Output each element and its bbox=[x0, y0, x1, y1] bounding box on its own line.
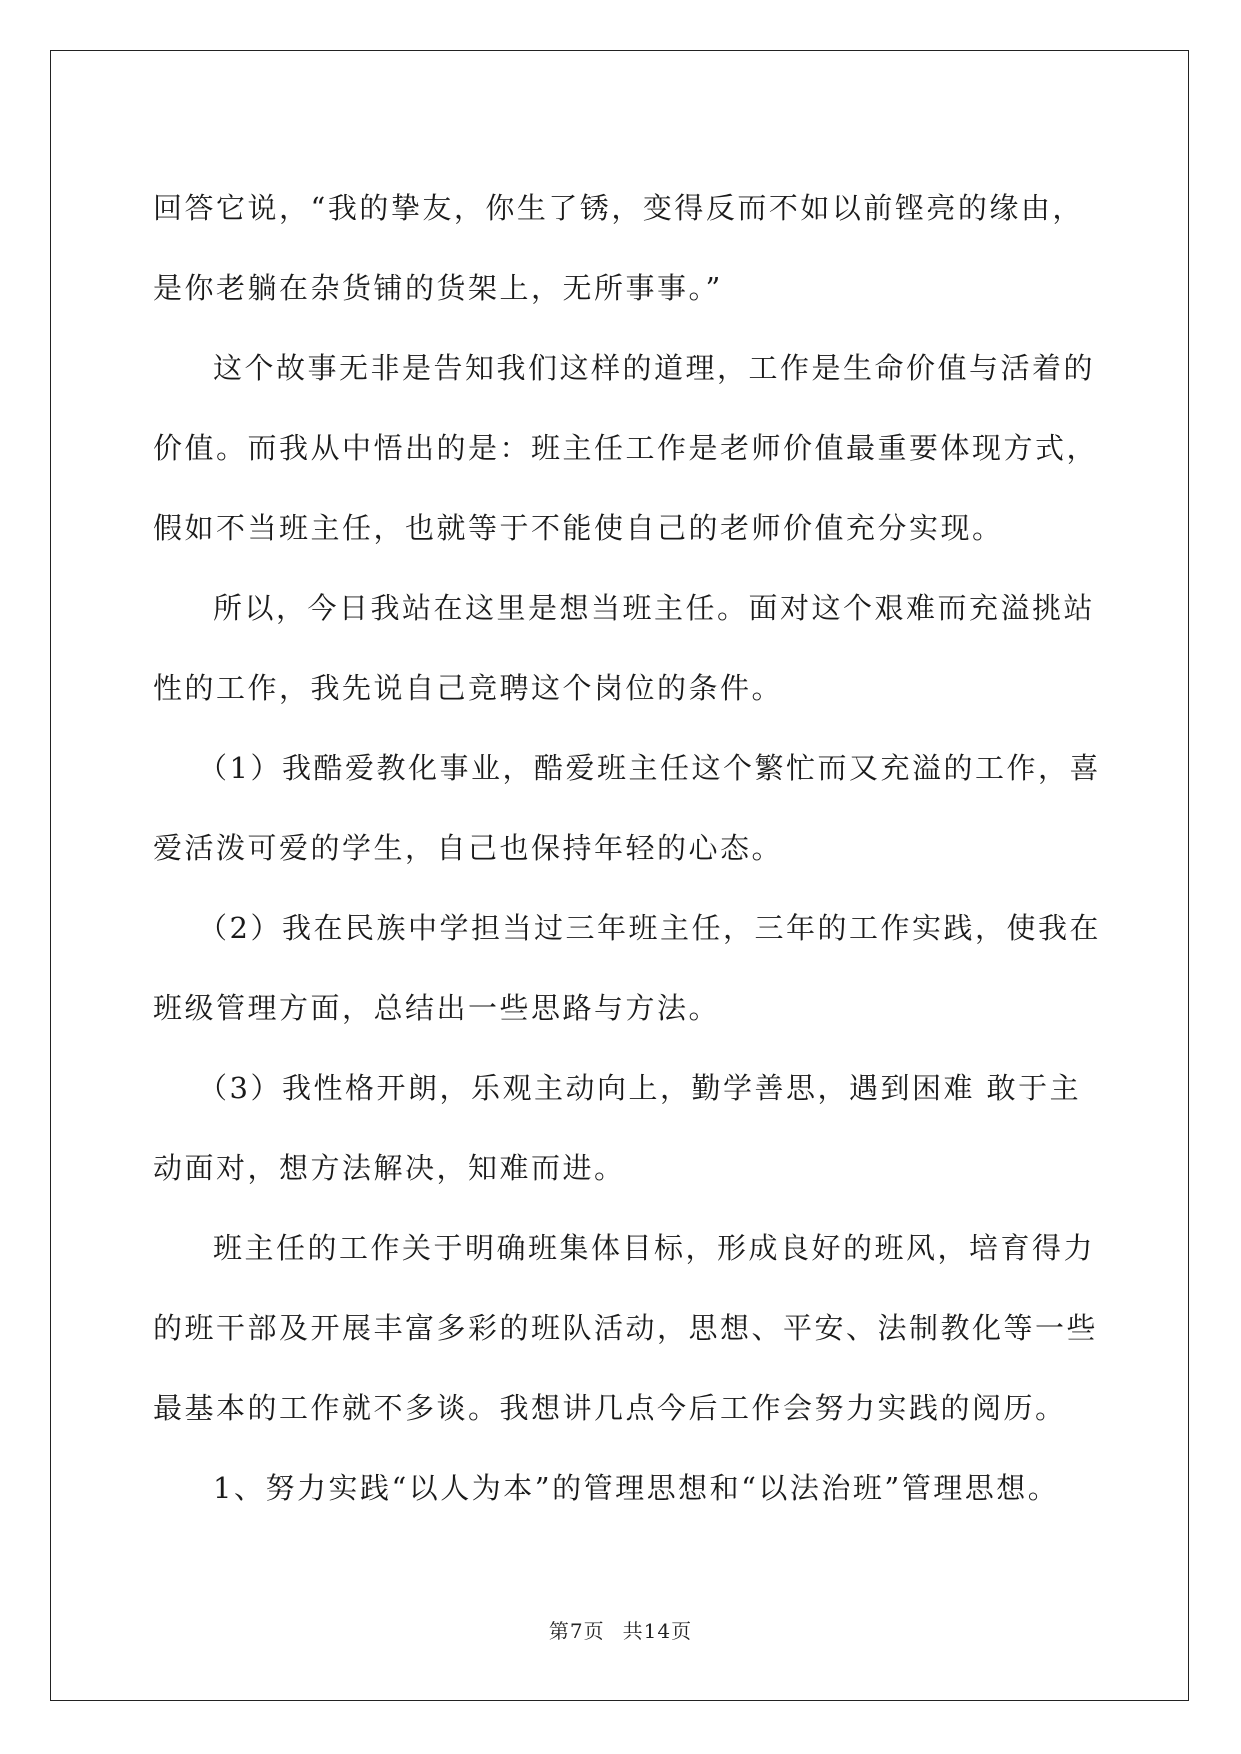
page-number: 第7页 bbox=[548, 1619, 605, 1643]
text-line: 动面对，想方法解决，知难而进。 bbox=[153, 1151, 626, 1185]
text-line: 回答它说，“我的挚友，你生了锈，变得反而不如以前铿亮的缘由， bbox=[153, 191, 1084, 225]
text-line: （3）我性格开朗，乐观主动向上，勤学善思，遇到困难 敢于主 bbox=[198, 1071, 1082, 1105]
text-line: 的班干部及开展丰富多彩的班队活动，思想、平安、法制教化等一些 bbox=[153, 1311, 1099, 1345]
text-line: （1）我酷爱教化事业，酷爱班主任这个繁忙而又充溢的工作，喜 bbox=[198, 751, 1101, 785]
text-line: 性的工作，我先说自己竞聘这个岗位的条件。 bbox=[153, 671, 784, 705]
text-line: 班级管理方面，总结出一些思路与方法。 bbox=[153, 991, 721, 1025]
text-line: 班主任的工作关于明确班集体目标，形成良好的班风，培育得力 bbox=[213, 1231, 1096, 1265]
text-line: 所以，今日我站在这里是想当班主任。面对这个艰难而充溢挑站 bbox=[213, 591, 1096, 625]
text-line: 假如不当班主任，也就等于不能使自己的老师价值充分实现。 bbox=[153, 511, 1004, 545]
body-text-block bbox=[153, 168, 1101, 1528]
text-line: 价值。而我从中悟出的是：班主任工作是老师价值最重要体现方式， bbox=[153, 431, 1099, 465]
page-footer bbox=[0, 1615, 1241, 1644]
text-line: 爱活泼可爱的学生，自己也保持年轻的心态。 bbox=[153, 831, 784, 865]
text-line: （2）我在民族中学担当过三年班主任，三年的工作实践，使我在 bbox=[198, 911, 1101, 945]
text-line: 这个故事无非是告知我们这样的道理，工作是生命价值与活着的 bbox=[213, 351, 1096, 385]
page-total: 共14页 bbox=[622, 1619, 693, 1643]
text-line: 是你老躺在杂货铺的货架上，无所事事。” bbox=[153, 271, 723, 305]
text-line: 1、努力实践“以人为本”的管理思想和“以法治班”管理思想。 bbox=[213, 1471, 1060, 1505]
text-line: 最基本的工作就不多谈。我想讲几点今后工作会努力实践的阅历。 bbox=[153, 1391, 1067, 1425]
document-body bbox=[153, 168, 1101, 1528]
